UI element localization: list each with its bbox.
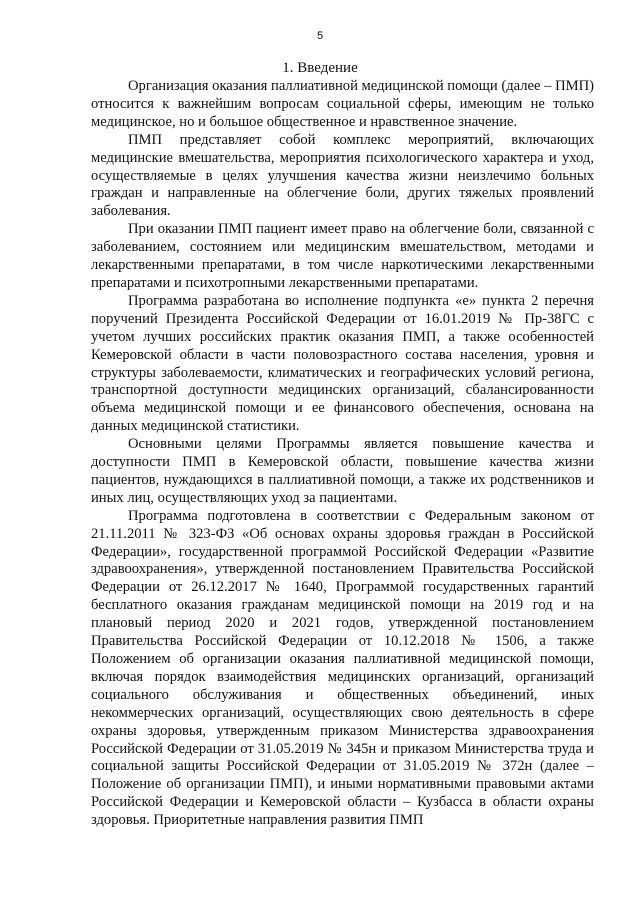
paragraph-patient-rights: При оказании ПМП пациент имеет право на облегчение боли, связанной с заболеванием, состоянием или медицинским вмешательством, методами и лекарственными препаратами, в том числе наркотическими лекарственными препаратами и психотропными лекарственными препаратами. (91, 221, 594, 291)
paragraph-definition: ПМП представляет собой комплекс мероприятий, включающих медицинские вмешательства, мероприятия психологического характера и уход, осуществляемые в целях улучшения качества жизни неизлечимо больных граждан и направленные на облегчение боли, других тяжелых проявлений заболевания. (91, 131, 594, 220)
section-title: 1. Введение (282, 60, 358, 76)
page-number: 5 (316, 30, 324, 42)
paragraph-program-goals: Основными целями Программы является повышение качества и доступности ПМП в Кемеровской области, повышение качества жизни пациентов, нуждающихся в паллиативной помощи, а также их родственников и иных лиц, осуществляющих уход за пациентами. (91, 436, 594, 506)
paragraph-legal-basis: Программа подготовлена в соответствии с Федеральным законом от 21.11.2011 № 323-ФЗ «Об основах охраны здоровья граждан в Российской Федерации», государственной программой Российской Федерации «Развитие здравоохранения», утвержденной постановлением Правительства Российской Федерации от 26.12.2017 № 1640, Программой государственных гарантий бесплатного оказания гражданам медицинской помощи на 2019 год и на плановый период 2020 и 2021 годов, утвержденной постановлением Правительства Российской Федерации от 10.12.2018 № 1506, а также Положением об организации оказания паллиативной медицинской помощи, включая порядок взаимодействия медицинских организаций, организаций социального обслуживания и общественных объединений, иных некоммерческих организаций, осуществляющих свою деятельность в сфере охраны здоровья, утвержденным приказом Министерства здравоохранения Российской Федерации от 31.05.2019 № 345н и приказом Министерства труда и социальной защиты Российской Федерации от 31.05.2019 № 372н (далее – Положение об организации ПМП), и иными нормативными правовыми актами Российской Федерации и Кемеровской области – Кузбасса в области охраны здоровья. Приоритетные направления развития ПМП (91, 507, 594, 829)
body-text (91, 78, 594, 830)
paragraph-intro: Организация оказания паллиативной медицинской помощи (далее – ПМП) относится к важнейшим вопросам социальной сферы, имеющим не только медицинское, но и большое общественное и нравственное значение. (91, 78, 595, 130)
paragraph-program-basis: Программа разработана во исполнение подпункта «е» пункта 2 перечня поручений Президента Российской Федерации от 16.01.2019 № Пр-38ГС с учетом лучших российских практик оказания ПМП, а также особенностей Кемеровской области в части половозрастного состава населения, уровня и структуры заболеваемости, климатических и географических условий региона, транспортной доступности медицинских организаций, сбалансированности объема медицинской помощи и ее финансового обеспечения, основана на данных медицинской статистики. (91, 292, 594, 435)
